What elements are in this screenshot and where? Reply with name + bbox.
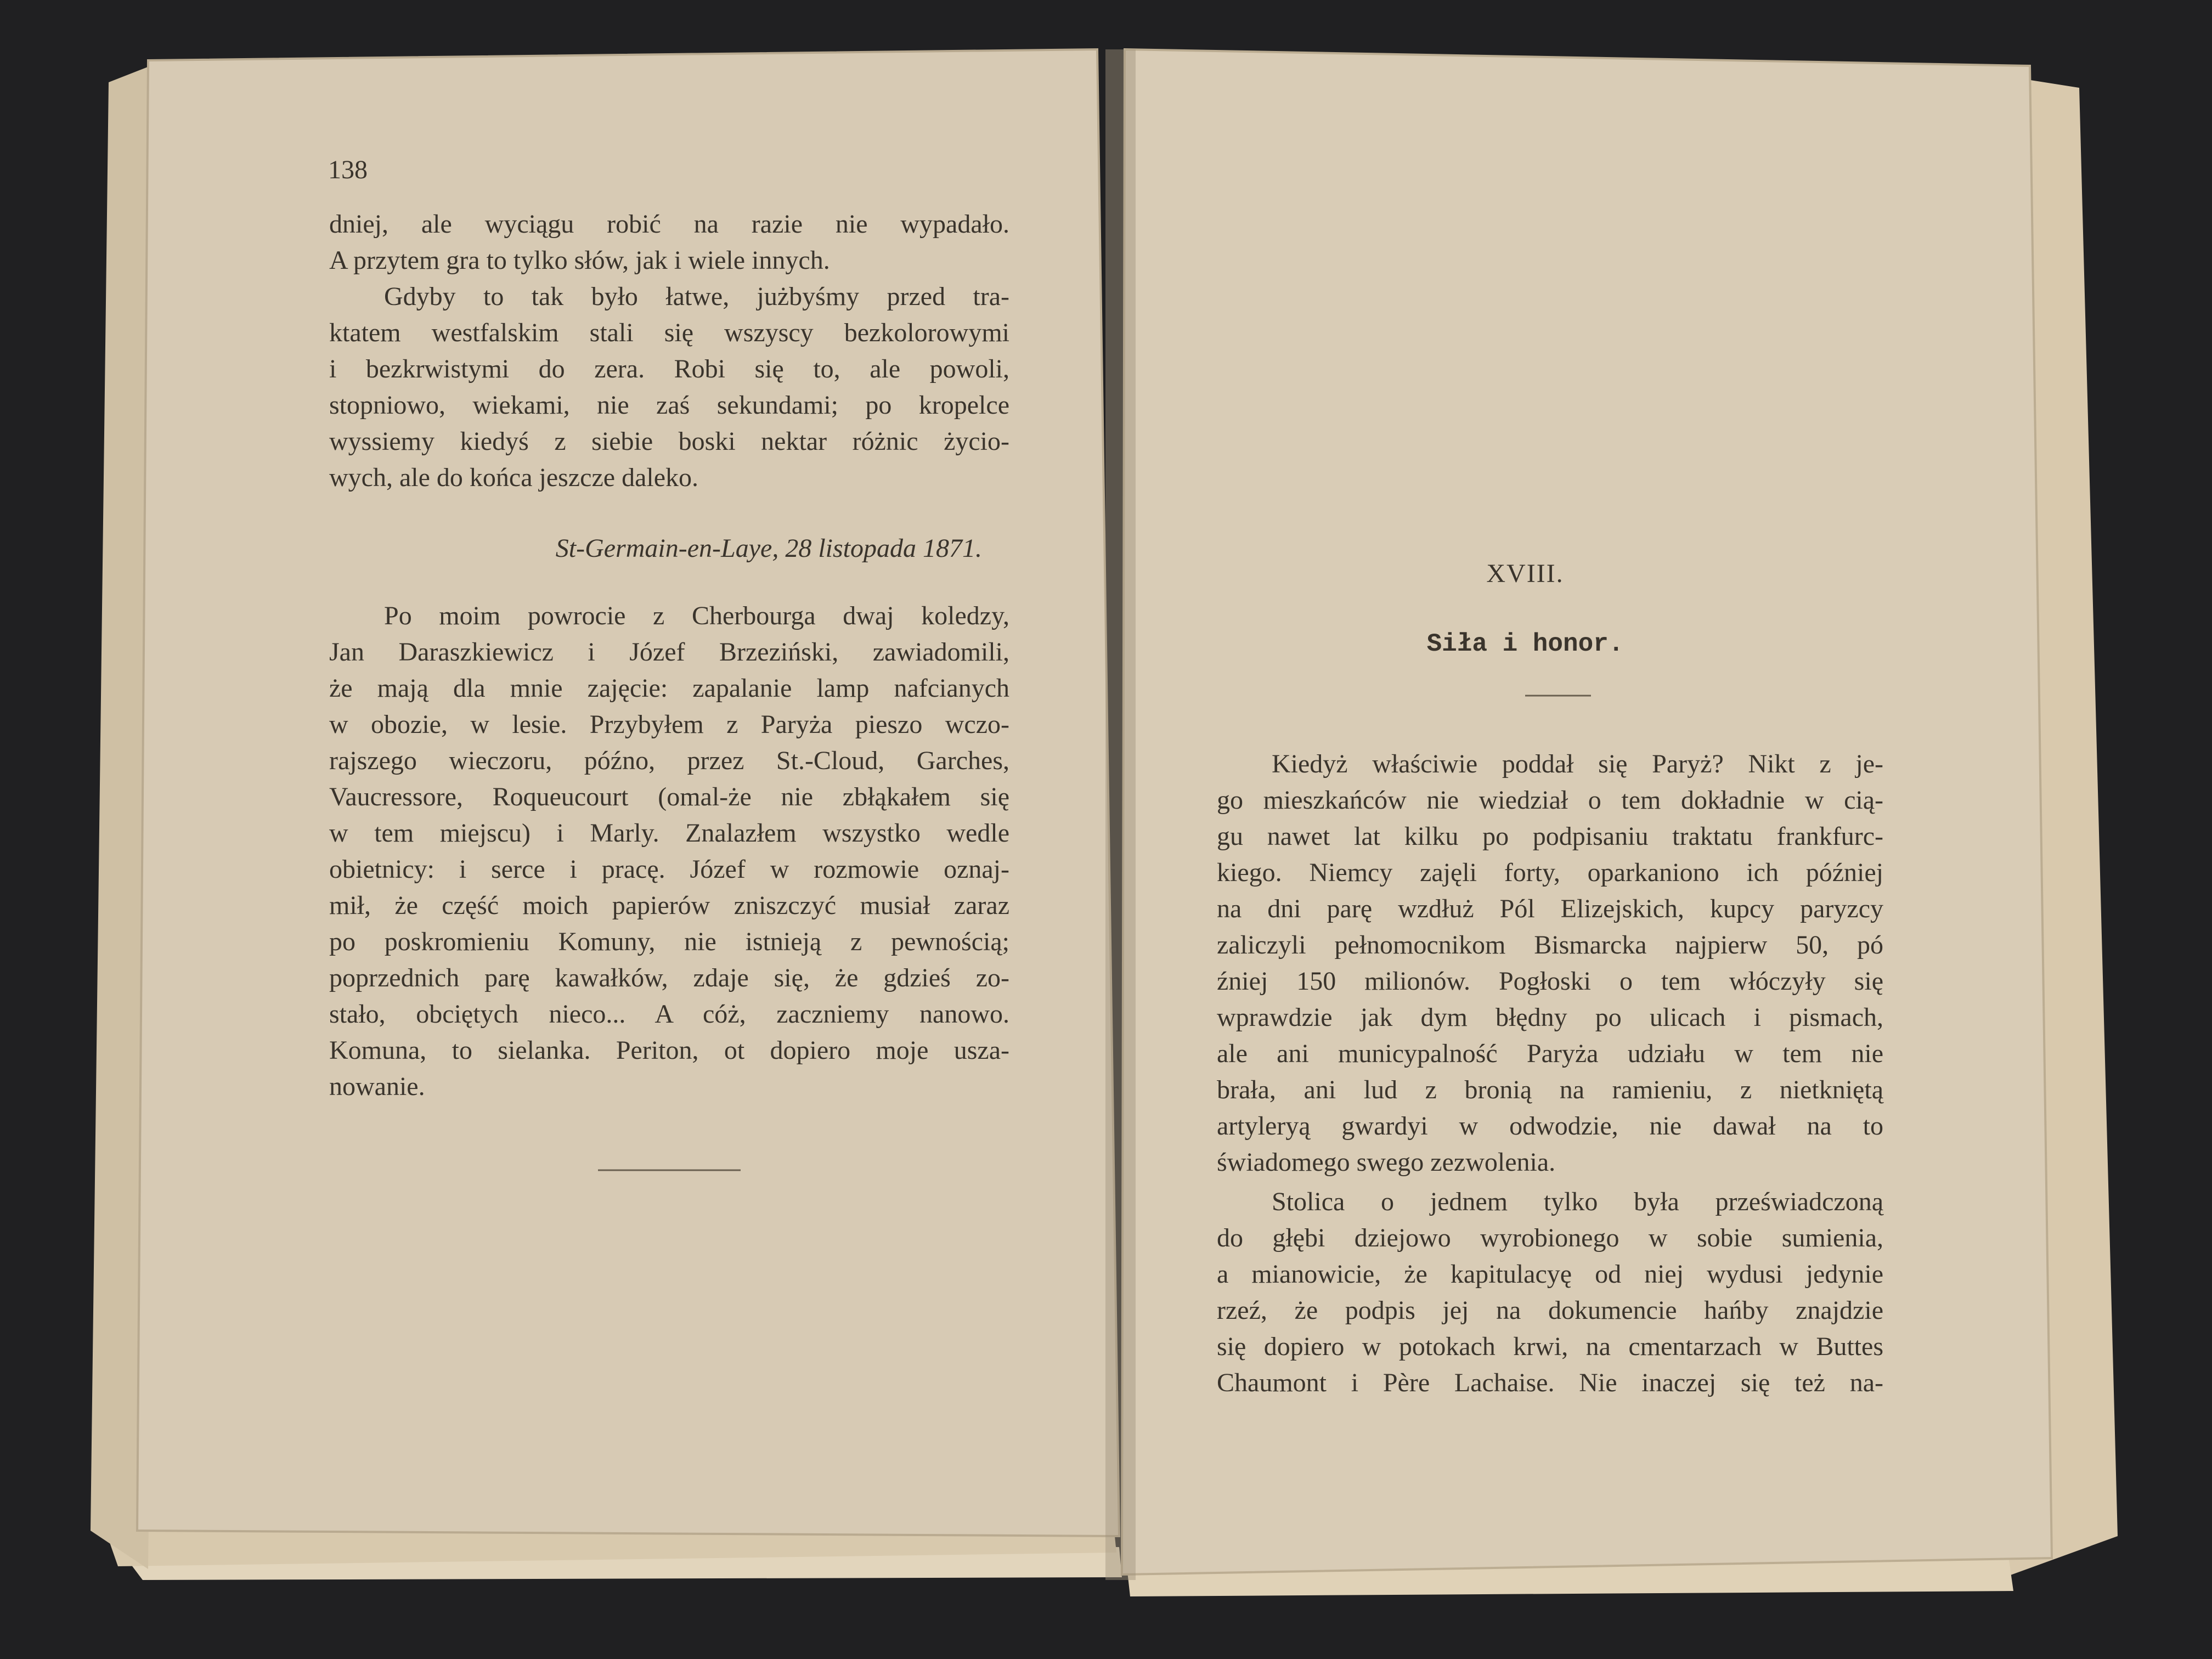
text-line: nowanie. <box>329 1072 425 1101</box>
text-line: rzeź, że podpis jej na dokumencie hańby znajdzie <box>1217 1296 1883 1325</box>
text-line: Stolica o jednem tylko była przeświadczoną <box>1272 1187 1883 1216</box>
text-line: a mianowicie, że kapitulacyę od niej wydusi jedynie <box>1217 1260 1883 1289</box>
text-line: stopniowo, wiekami, nie zaś sekundami; po kropelce <box>329 391 1009 420</box>
left-page-text-bottom <box>329 598 1009 1105</box>
text-line: poprzednich parę kawałków, zdaje się, że gdzieś zo- <box>329 963 1009 992</box>
text-line: rajszego wieczoru, późno, przez St.-Cloud, Garches, <box>329 746 1009 775</box>
text-line: Komuna, to sielanka. Periton, ot dopiero moje usza- <box>329 1036 1009 1065</box>
text-line: Po moim powrocie z Cherbourga dwaj koledzy, <box>384 601 1009 630</box>
text-line: ale ani municypalność Paryża udziału w tem nie <box>1217 1039 1883 1068</box>
page-number: 138 <box>328 155 368 184</box>
text-line: w obozie, w lesie. Przybyłem z Paryża pieszo wczo- <box>329 710 1009 739</box>
text-line: Chaumont i Père Lachaise. Nie inaczej się też na- <box>1217 1368 1883 1397</box>
text-line: Gdyby to tak było łatwe, jużbyśmy przed tra- <box>384 282 1009 311</box>
text-line: wych, ale do końca jeszcze daleko. <box>329 463 699 492</box>
right-page-paragraph-2 <box>1217 1184 1883 1401</box>
right-page-paragraph-1 <box>1217 746 1883 1181</box>
text-line: Kiedyż właściwie poddał się Paryż? Nikt z je- <box>1272 749 1883 778</box>
text-line: że mają dla mnie zajęcie: zapalanie lamp nafcianych <box>329 674 1009 703</box>
text-line: wprawdzie jak dym błędny po ulicach i pismach, <box>1217 1003 1883 1032</box>
chapter-title: Siła i honor. <box>1426 630 1624 658</box>
text-line: po poskromieniu Komuny, nie istnieją z pewnością; <box>329 927 1009 956</box>
text-line: się dopiero w potokach krwi, na cmentarzach w Buttes <box>1217 1332 1883 1361</box>
text-line: stało, obciętych nieco... A cóż, zaczniemy nanowo. <box>329 1000 1009 1029</box>
text-line: zaliczyli pełnomocnikom Bismarcka najpierw 50, pó <box>1217 930 1883 960</box>
book-gutter <box>1105 49 1136 1580</box>
text-line: świadomego swego zezwolenia. <box>1217 1148 1556 1177</box>
text-line: kiego. Niemcy zajęli forty, oparkaniono ich później <box>1217 858 1883 887</box>
chapter-number: XVIII. <box>1486 559 1564 588</box>
text-line: dniej, ale wyciągu robić na razie nie wypadało. <box>329 210 1009 239</box>
text-line: gu nawet lat kilku po podpisaniu traktatu frankfurc- <box>1217 822 1883 851</box>
text-line: obietnicy: i serce i pracę. Józef w rozmowie oznaj- <box>329 855 1009 884</box>
text-line: i bezkrwistymi do zera. Robi się to, ale powoli, <box>329 354 1009 383</box>
text-line: Vaucressore, Roqueucourt (omal-że nie zbłąkałem się <box>329 782 1009 811</box>
text-line: źniej 150 milionów. Pogłoski o tem włóczyły się <box>1217 967 1883 996</box>
text-line: go mieszkańców nie wiedział o tem dokładnie w cią- <box>1217 786 1883 815</box>
text-line: na dni parę wzdłuż Pól Elizejskich, kupcy paryzcy <box>1217 894 1883 923</box>
text-line: mił, że część moich papierów zniszczyć musiał zaraz <box>329 891 1009 920</box>
text-line: do głębi dziejowo wyrobionego w sobie sumienia, <box>1217 1223 1883 1252</box>
text-line: A przytem gra to tylko słów, jak i wiele innych. <box>329 246 830 275</box>
text-line: artyleryą gwardyi w odwodzie, nie dawał na to <box>1217 1111 1883 1141</box>
left-page-text-top <box>329 206 1009 496</box>
text-line: wyssiemy kiedyś z siebie boski nektar różnic życio- <box>329 427 1009 456</box>
text-line: w tem miejscu) i Marly. Znalazłem wszystko wedle <box>329 819 1009 848</box>
text-line: brała, ani lud z bronią na ramieniu, z nietkniętą <box>1217 1075 1883 1104</box>
text-line: Jan Daraszkiewicz i Józef Brzeziński, zawiadomili, <box>329 637 1009 667</box>
text-line: ktatem westfalskim stali się wszyscy bezkolorowymi <box>329 318 1009 347</box>
dateline: St-Germain-en-Laye, 28 listopada 1871. <box>555 534 982 563</box>
